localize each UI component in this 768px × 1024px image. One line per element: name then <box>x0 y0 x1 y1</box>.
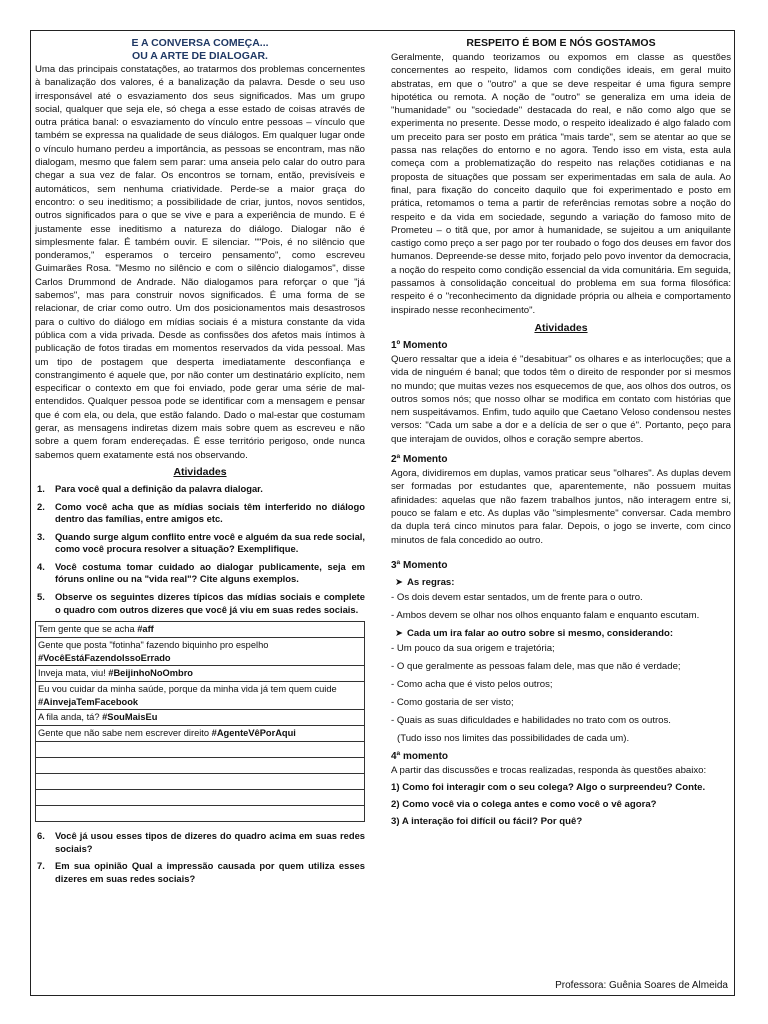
saying-text: Eu vou cuidar da minha saúde, porque da minha vida já tem quem cuide <box>38 684 337 695</box>
question-number: 6. <box>37 830 45 842</box>
table-row <box>36 666 365 682</box>
left-column <box>35 37 365 891</box>
moment-2-text: Agora, dividiremos em duplas, vamos praticar seus "olhares". As duplas devem ser formadas por estudantes que, aparentemente, não possuem muitas afinidades: aquelas que não fazem trabalhos juntos, não interagem entre si, pouco se falam e etc. As duplas vão "simplesmente" conversar. Cada membro da dupla terá cinco minutos para falar. Depois, o jogo se inverte, com cinco minutos de fala concedido ao outro. <box>391 468 731 546</box>
saying-text: Gente que posta "fotinha" fazendo biquinho pro espelho <box>38 640 269 651</box>
worksheet-page <box>30 30 735 996</box>
right-activities-title: Atividades <box>534 321 588 334</box>
saying-cell <box>36 666 365 682</box>
saying-cell <box>36 726 365 742</box>
talk-list <box>391 642 731 745</box>
moment-4-title: 4ª momento <box>391 750 449 762</box>
final-question-list <box>391 781 731 828</box>
rules-heading-label: As regras: <box>407 576 455 588</box>
question-number: 3. <box>37 530 45 542</box>
moment-4-text: A partir das discussões e trocas realizadas, responda às questões abaixo: <box>391 764 707 776</box>
table-row <box>36 638 365 666</box>
saying-hashtag: #aff <box>137 624 154 635</box>
empty-saying-cell <box>36 774 365 790</box>
question-text: Como você acha que as mídias sociais têm interferido no diálogo dentro das famílias, entre amigos etc. <box>55 500 365 525</box>
rules-heading <box>391 576 731 589</box>
question-number: 1. <box>37 482 45 494</box>
right-body-text: Geralmente, quando teorizamos ou expomos em classe as questões concernentes ao respeito, lidamos com condições ideais, em geral muito abstratas, em que o "outro" a que se deve respeitar é uma figura sempre hipotética ou remota. A noção de "outro" se generaliza em uma ideia de "humanidade" ou "sociedade" destacada do real, e não como algo que se experimenta no presente. Desse modo, o respeito idealizado é algo falado com um preceito para ser posto em prática "mais tarde", sem se atentar ao que se passa nas relações do entorno e no agora. Tendo isso em vista, esta aula começa com a problematização do respeito nas relações cotidianas e na proposta de situações que possam ser experimentadas em sala de aula. Ao final, para fixação do conceito daquilo que foi experimentado e posto em prática, retomamos o tema a partir de referências remotas sobre a noção do respeito e da vida em sociedade, segundo a variação do famoso mito de Prometeu – o titã que, por amor à humanidade, se sujeitou a um aniquilante castigo como preço a ser pago por ter roubado o fogo dos deuses em favor dos humanos. Depreende-se desse mito, forjado pelo povo inventor da democracia, a noção do respeito como condição essencial da vida comunitária. Em seguida, passamos à consolidação conceitual do problema em sua forma filosófica: respeito é o "reconhecimento da dignidade própria ou alheia e comportamento inspirado nesse reconhecimento". <box>391 52 731 316</box>
question-text: Em sua opinião Qual a impressão causada por quem utiliza esses dizeres em suas redes sociais? <box>55 860 365 885</box>
rules-list <box>391 591 731 622</box>
talk-item: - Como acha que é visto pelos outros; <box>391 678 553 690</box>
right-column <box>391 37 731 832</box>
table-row <box>36 758 365 774</box>
saying-cell <box>36 682 365 710</box>
question-text: Você costuma tomar cuidado ao dialogar publicamente, seja em fóruns online ou na "vida real"? Cite alguns exemplos. <box>55 560 365 585</box>
sayings-table <box>35 621 365 822</box>
saying-hashtag: #BeijinhoNoOmbro <box>108 668 193 679</box>
moment-2-title: 2ª Momento <box>391 454 448 466</box>
final-question: 1) Como foi interagir com o seu colega? Algo o surpreendeu? Conte. <box>391 782 706 794</box>
talk-item: - O que geralmente as pessoas falam dele, mas que não é verdade; <box>391 660 681 672</box>
empty-saying-cell <box>36 758 365 774</box>
talk-item: - Como gostaria de ser visto; <box>391 696 514 708</box>
question-text: Para você qual a definição da palavra dialogar. <box>55 482 263 494</box>
talk-heading-label: Cada um ira falar ao outro sobre si mesmo, considerando: <box>407 627 674 639</box>
final-question: 3) A interação foi difícil ou fácil? Por quê? <box>391 816 583 828</box>
saying-cell <box>36 622 365 638</box>
talk-item: - Quais as suas dificuldades e habilidades no trato com os outros. <box>391 714 671 726</box>
rule-item: - Os dois devem estar sentados, um de frente para o outro. <box>391 591 643 603</box>
saying-hashtag: #VocêEstáFazendoIssoErrado <box>38 652 171 663</box>
final-question: 2) Como você via o colega antes e como você o vê agora? <box>391 799 657 811</box>
empty-saying-cell <box>36 790 365 806</box>
rule-item: - Ambos devem se olhar nos olhos enquanto falam e enquanto escutam. <box>391 609 700 621</box>
empty-saying-cell <box>36 806 365 822</box>
saying-cell <box>36 710 365 726</box>
question-number: 7. <box>37 860 45 872</box>
moment-1-text: Quero ressaltar que a ideia é "desabituar" os olhares e as interlocuções; que a vida de ninguém é banal; que todos têm o direito de responder por si mesmos no mundo; que muitas vezes nos esquecemos de que, aos olhos dos outros, os outros somos nós; que nosso olhar se modifica em contato com histórias que nem suspeitávamos. Enfim, tudo aquilo que Caetano Veloso condensou nestes versos: "Cada um sabe a dor e a delícia de ser o que é". Portanto, peço para que interajam de ouvidos, olhos e coração sempre abertos. <box>391 353 731 445</box>
question-number: 4. <box>37 560 45 572</box>
question-number: 5. <box>37 591 45 603</box>
saying-text: A fila anda, tá? <box>38 712 103 723</box>
left-activities-title: Atividades <box>173 465 227 478</box>
table-row <box>36 726 365 742</box>
saying-text: Tem gente que se acha <box>38 624 138 635</box>
left-question-list-after <box>35 830 365 885</box>
moment-3-title: 3ª Momento <box>391 559 448 571</box>
moment-1-title: 1º Momento <box>391 339 448 351</box>
saying-cell <box>36 638 365 666</box>
saying-text: Inveja mata, viu! <box>38 668 109 679</box>
activity-question <box>35 483 365 496</box>
activity-question <box>35 531 365 556</box>
arrow-bullet-icon: ➤ <box>394 627 404 639</box>
table-row <box>36 742 365 758</box>
talk-item: - Um pouco da sua origem e trajetória; <box>391 642 555 654</box>
activity-question <box>35 501 365 526</box>
talk-heading <box>391 627 731 640</box>
activity-question <box>35 591 365 616</box>
table-row <box>36 710 365 726</box>
left-title-line2: OU A ARTE DE DIALOGAR. <box>132 50 268 62</box>
saying-text: Gente que não sabe nem escrever direito <box>38 728 212 739</box>
activity-question <box>35 830 365 855</box>
saying-hashtag: #SouMaisEu <box>102 712 158 723</box>
question-number: 2. <box>37 500 45 512</box>
question-text: Quando surge algum conflito entre você e alguém da sua rede social, como você procura resolver a situação? Exemplifique. <box>55 530 365 555</box>
talk-item: (Tudo isso nos limites das possibilidades de cada um). <box>397 732 630 744</box>
table-row <box>36 622 365 638</box>
table-row <box>36 682 365 710</box>
left-body-text: Uma das principais constatações, ao tratarmos dos problemas concernentes à banalização dos valores, é a banalização da palavra. Desde o seu uso irresponsável até o esvaziamento dos seus significados. Mas um grupo social, qualquer que seja ele, só chega a esse estado de coisas através de outra prática banal: o esvaziamento do vínculo entre pessoas – vínculo que também se expressa na qualidade de seus diálogos. Em qualquer lugar onde o vínculo humano perdeu a importância, as pessoas se encontram, mas não dialogam, mesmo que falem sem parar: uma anseia pelo calar do outro para chegar a sua vez de falar. Os encontros se tornam, então, previsíveis e automáticos, sem nenhuma criatividade. Perde-se a maior graça do encontro: o seu ineditismo; a possibilidade de criar, juntos, novos sentidos, outros significados para o que se vive e para a experiência de mundo. E é justamente esse ineditismo a natureza do diálogo. Dialogar não é simplesmente falar. É também ouvir. E silenciar. ""Pois, é no silêncio que ponderamos," esperamos o terceiro pensamento", como escreveu Guimarães Rosa. "Mesmo no silêncio e com o silêncio dialogamos", disse Carlos Drummond de Andrade. Não dialogamos para reforçar o que "já sabemos", mas para construir novos significados. É uma forma de se relacionar, de criar como outro. Um dos posicionamentos mais desastrosos para o cultivo do diálogo em mídias sociais é a mistura constante da vida pública com a vida privada. Desde as confissões dos afetos mais íntimos à publicação de fotos tiradas em momentos reservados da vida pessoal. Mas um tipo de postagem que desperta imediatamente desconfiança e constrangimento é aquele que, por não conter um destinatário explícito, nem especificar o contexto em que foi enviado, pode gerar uma série de mal-entendidos. Qualquer pessoa pode se identificar com a mensagem e pensar que é com ela, ou dela, que estão falando. Dado o mal-estar que costumam gerar, as mensagens indiretas dizem mais sobre quem as escreveu e não sobre a quem foram endereçadas. É esse território perigoso, onde nunca sabemos quem exatamente está nos observando. <box>35 64 365 461</box>
saying-hashtag: #AgenteVêPorAqui <box>211 728 296 739</box>
table-row <box>36 790 365 806</box>
right-title: RESPEITO É BOM E NÓS GOSTAMOS <box>466 37 656 49</box>
activity-question <box>35 860 365 885</box>
teacher-signature: Professora: Guênia Soares de Almeida <box>555 980 728 991</box>
arrow-bullet-icon: ➤ <box>394 576 404 588</box>
table-row <box>36 774 365 790</box>
question-text: Você já usou esses tipos de dizeres do quadro acima em suas redes sociais? <box>55 830 365 854</box>
empty-saying-cell <box>36 742 365 758</box>
left-question-list <box>35 483 365 616</box>
activity-question <box>35 561 365 586</box>
left-title-line1: E A CONVERSA COMEÇA... <box>131 37 269 49</box>
table-row <box>36 806 365 822</box>
saying-hashtag: #AinvejaTemFacebook <box>38 696 139 707</box>
question-text: Observe os seguintes dizeres típicos das mídias sociais e complete o quadro com outros dizeres que você já viu em suas redes sociais. <box>55 591 365 615</box>
